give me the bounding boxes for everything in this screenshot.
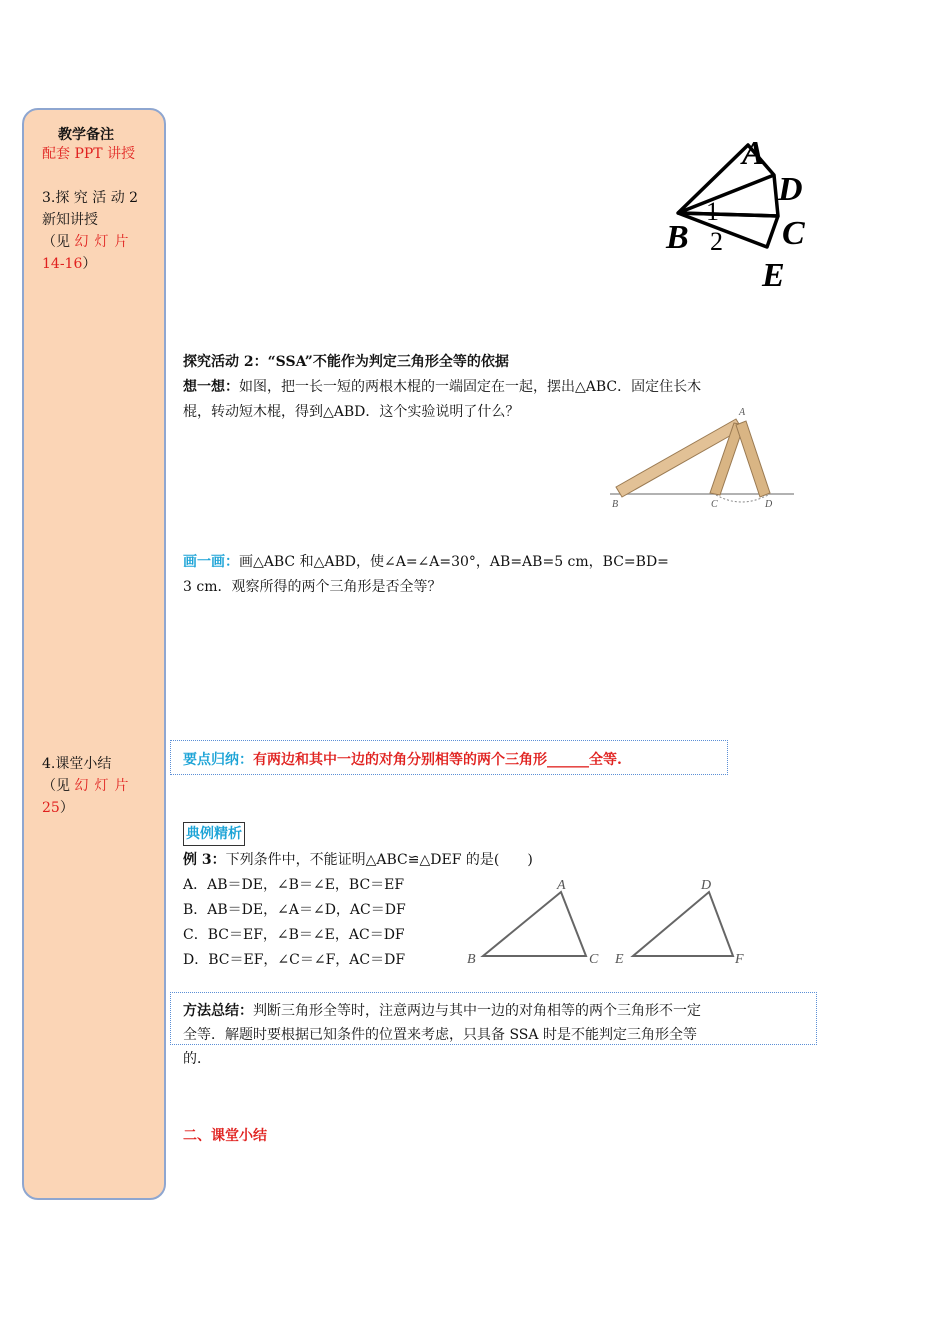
segment-bc [678,213,778,216]
think-line2: 棍，转动短木棍，得到△ABD．这个实验说明了什么？ [183,404,520,420]
label-B: B [666,219,689,256]
method-line1: 方法总结：判断三角形全等时，注意两边与其中一边的对角相等的两个三角形不一定 [183,1003,701,1019]
triangle-lower [678,213,778,247]
method-line3: 的． [183,1051,211,1067]
sidebar-item3-line2: 新知讲授 [42,212,98,228]
sidebar-subtitle: 配套 PPT 讲授 [42,146,136,162]
draw-line2: 3 cm．观察所得的两个三角形是否全等？ [183,579,442,595]
sidebar-item4-ref: （见 幻灯片 [42,778,135,794]
triangle-figure-abde [660,130,820,295]
tri-label-B: B [467,952,476,967]
tri-label-F: F [735,952,744,967]
example-section-title: 典例精析 [183,822,245,846]
draw-line1: 画一画：画△ABC 和△ABD，使∠A=∠A=30°，AB=AB=5 cm，BC=BD= [183,554,669,570]
example-triangles [465,872,755,968]
method-line2: 全等．解题时要根据已知条件的位置来考虑，只具备 SSA 时是不能判定三角形全等 [183,1027,697,1043]
activity2-title: 探究活动 2：“SSA”不能作为判定三角形全等的依据 [183,354,509,370]
choice-a: A．AB＝DE，∠B＝∠E，BC＝EF [183,877,405,893]
sidebar-item3-line1: 3.探 究 活 动 2 [42,190,139,206]
stick-label-C: C [711,499,718,510]
label-A: A [742,135,765,172]
label-angle-2: 2 [710,227,723,256]
tri-label-E: E [615,952,624,967]
tri-label-C: C [589,952,599,967]
label-angle-1: 1 [706,197,719,226]
sidebar-item4-line1: 4.课堂小结 [42,756,112,772]
tri-label-D: D [701,878,712,893]
label-E: E [762,257,785,294]
triangle-abc [483,892,586,956]
label-C: C [782,215,805,252]
example-question: 例 3：下列条件中，不能证明△ABC≌△DEF 的是( ) [183,852,533,868]
sidebar-title: 教学备注 [58,127,114,143]
label-D: D [778,171,803,208]
choice-c: C．BC＝EF，∠B＝∠E，AC＝DF [183,927,405,943]
triangle-def [633,892,733,956]
segment-bd [678,175,774,213]
choice-b: B．AB＝DE，∠A＝∠D，AC＝DF [183,902,406,918]
think-line1: 想一想：如图，把一长一短的两根木棍的一端固定在一起，摆出△ABC．固定住长木 [183,379,702,395]
stick-label-D: D [765,499,773,510]
stick-label-B: B [612,499,619,510]
tri-label-A: A [557,878,566,893]
sidebar-item4-range: 25） [42,800,74,816]
sidebar-item3-ref: （见 幻灯片 [42,234,135,250]
key-point-text: 要点归纳：有两边和其中一边的对角分别相等的两个三角形______全等. [183,752,622,768]
section2-title: 二、课堂小结 [183,1128,267,1144]
short-stick-d [736,421,770,497]
wooden-sticks-figure [608,405,798,510]
stick-label-A: A [739,407,746,418]
sidebar-item3-range: 14-16） [42,256,97,272]
choice-d: D．BC＝EF，∠C＝∠F，AC＝DF [183,952,406,968]
